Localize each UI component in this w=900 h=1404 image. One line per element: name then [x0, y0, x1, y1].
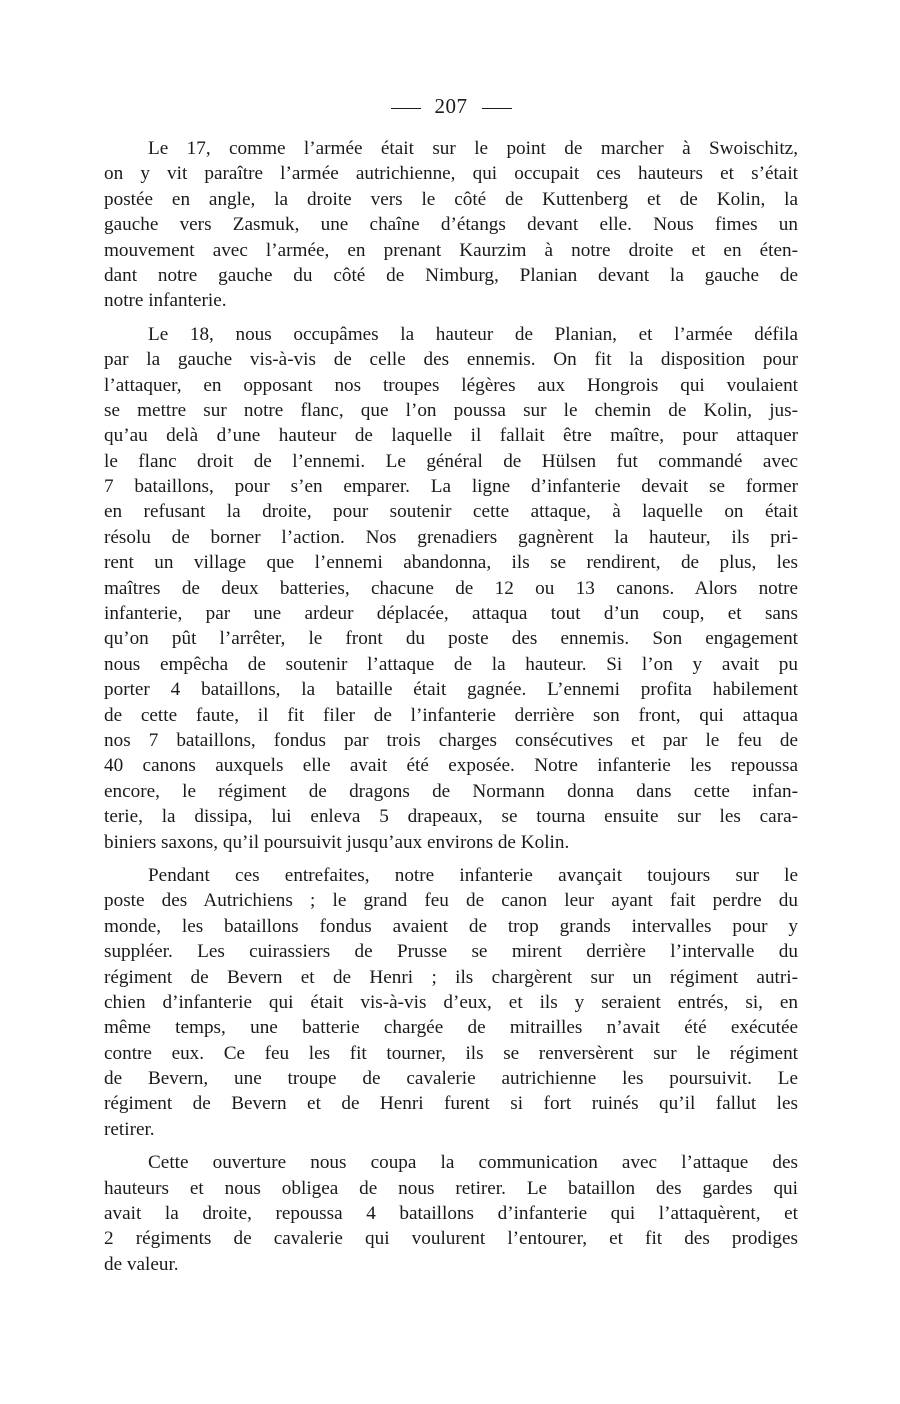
text-line: de Bevern, une troupe de cavalerie autrichienne les poursuivit. Le: [104, 1068, 798, 1090]
text-line: 7 bataillons, pour s’en emparer. La ligne d’infanterie devait se former: [104, 476, 798, 498]
header-dash-right: [482, 108, 512, 109]
text-line: nos 7 bataillons, fondus par trois charges consécutives et par le feu de: [104, 729, 798, 751]
text-line: de cette faute, il fit filer de l’infanterie derrière son front, qui attaqua: [104, 704, 798, 726]
header-dash-left: [391, 108, 421, 109]
paragraph: [104, 136, 798, 314]
text-line: monde, les bataillons fondus avaient de trop grands intervalles pour y: [104, 915, 798, 937]
text-line: on y vit paraître l’armée autrichienne, qui occupait ces hauteurs et s’était: [104, 163, 798, 185]
paragraph: [104, 1150, 798, 1277]
text-line: rent un village que l’ennemi abandonna, ils se rendirent, de plus, les: [104, 552, 798, 574]
text-line: dant notre gauche du côté de Nimburg, Planian devant la gauche de: [104, 264, 798, 286]
book-page: [104, 92, 798, 1277]
text-line: régiment de Bevern et de Henri ; ils chargèrent sur un régiment autri-: [104, 966, 798, 988]
text-line: notre infanterie.: [104, 290, 227, 312]
paragraph: [104, 322, 798, 855]
text-line: qu’on pût l’arrêter, le front du poste des ennemis. Son engagement: [104, 628, 798, 650]
text-line: infanterie, par une ardeur déplacée, attaqua tout d’un coup, et sans: [104, 603, 798, 625]
text-line: le flanc droit de l’ennemi. Le général de Hülsen fut commandé avec: [104, 450, 798, 472]
text-line: par la gauche vis-à-vis de celle des ennemis. On fit la disposition pour: [104, 349, 798, 371]
text-line: retirer.: [104, 1118, 155, 1140]
text-line: même temps, une batterie chargée de mitrailles n’avait été exécutée: [104, 1017, 798, 1039]
page-header: [104, 92, 798, 120]
text-line: résolu de borner l’action. Nos grenadiers gagnèrent la hauteur, ils pri-: [104, 526, 798, 548]
body-text: [104, 136, 798, 1277]
text-line: l’attaquer, en opposant nos troupes légères aux Hongrois qui voulaient: [104, 374, 798, 396]
text-line: Cette ouverture nous coupa la communication avec l’attaque des: [148, 1152, 798, 1174]
text-line: postée en angle, la droite vers le côté de Kuttenberg et de Kolin, la: [104, 188, 798, 210]
text-line: en refusant la droite, pour soutenir cette attaque, à laquelle on était: [104, 501, 798, 523]
text-line: terie, la dissipa, lui enleva 5 drapeaux, se tourna ensuite sur les cara-: [104, 806, 798, 828]
text-line: contre eux. Ce feu les fit tourner, ils se renversèrent sur le régiment: [104, 1042, 798, 1064]
text-line: biniers saxons, qu’il poursuivit jusqu’aux environs de Kolin.: [104, 831, 570, 853]
text-line: porter 4 bataillons, la bataille était gagnée. L’ennemi profita habilement: [104, 679, 798, 701]
paragraph: [104, 863, 798, 1142]
text-line: Pendant ces entrefaites, notre infanterie avançait toujours sur le: [148, 864, 798, 886]
text-line: gauche vers Zasmuk, une chaîne d’étangs devant elle. Nous fimes un: [104, 214, 798, 236]
text-line: mouvement avec l’armée, en prenant Kaurzim à notre droite et en éten-: [104, 239, 798, 261]
text-line: chien d’infanterie qui était vis-à-vis d’eux, et ils y seraient entrés, si, en: [104, 991, 798, 1013]
text-line: Le 18, nous occupâmes la hauteur de Planian, et l’armée défila: [148, 323, 798, 345]
text-line: encore, le régiment de dragons de Normann donna dans cette infan-: [104, 780, 798, 802]
text-line: nous empêcha de soutenir l’attaque de la hauteur. Si l’on y avait pu: [104, 653, 798, 675]
text-line: suppléer. Les cuirassiers de Prusse se mirent derrière l’intervalle du: [104, 941, 798, 963]
text-line: poste des Autrichiens ; le grand feu de canon leur ayant fait perdre du: [104, 890, 798, 912]
text-line: de valeur.: [104, 1253, 179, 1275]
text-line: qu’au delà d’une hauteur de laquelle il fallait être maître, pour attaquer: [104, 425, 798, 447]
page-number: 207: [434, 94, 468, 118]
text-line: 2 régiments de cavalerie qui voulurent l’entourer, et fit des prodiges: [104, 1228, 798, 1250]
text-line: 40 canons auxquels elle avait été exposée. Notre infanterie les repoussa: [104, 755, 798, 777]
text-line: se mettre sur notre flanc, que l’on poussa sur le chemin de Kolin, jus-: [104, 399, 798, 421]
text-line: avait la droite, repoussa 4 bataillons d’infanterie qui l’attaquèrent, et: [104, 1203, 798, 1225]
text-line: régiment de Bevern et de Henri furent si fort ruinés qu’il fallut les: [104, 1093, 798, 1115]
text-line: Le 17, comme l’armée était sur le point de marcher à Swoischitz,: [148, 138, 798, 159]
text-line: hauteurs et nous obligea de nous retirer. Le bataillon des gardes qui: [104, 1177, 798, 1199]
text-line: maîtres de deux batteries, chacune de 12 ou 13 canons. Alors notre: [104, 577, 798, 599]
